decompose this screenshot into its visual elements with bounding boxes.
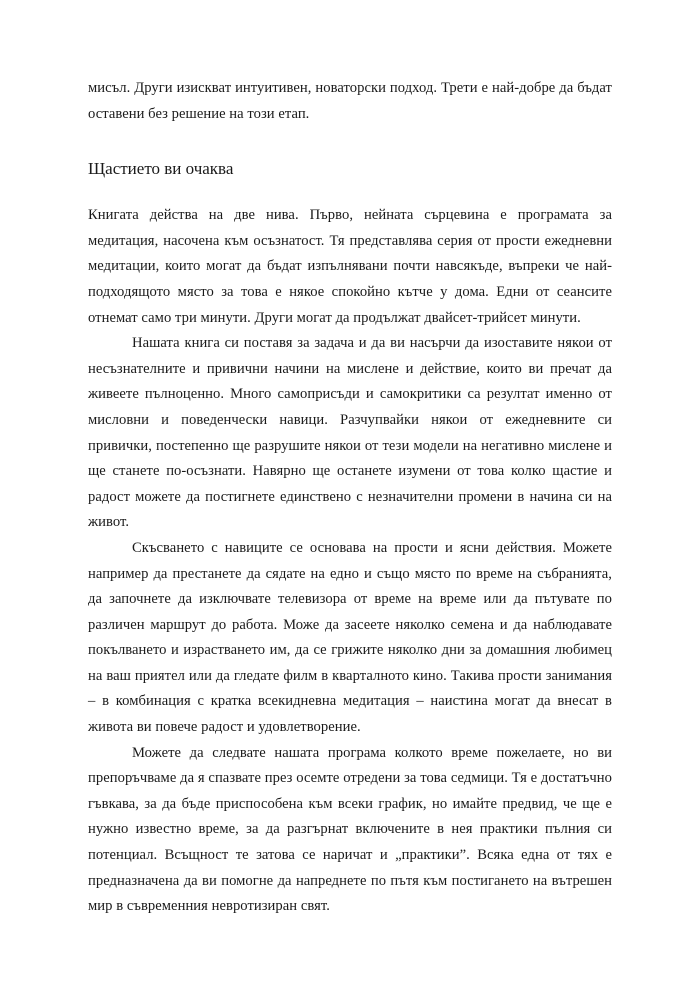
paragraph-intro: Книгата действа на две нива. Първо, нейната сърцевина е програмата за медитация, насочена към осъзнатост. Тя представлява серия от прости ежедневни медитации, които могат да бъдат изпълнявани почти навсякъде, въпреки че най-подходящото място за това е някое спокойно кътче у дома. Едни от сеансите отнемат само три минути. Други могат да продължат двайсет-трийсет минути. xyxy=(88,207,612,326)
document-page xyxy=(88,76,612,920)
paragraph-habits: Нашата книга си поставя за задача и да ви насърчи да изоставите някои от несъзнателните и привични начини на мислене и действие, които ви пречат да живеете пълноценно. Много самоприсъди и самокритики са резултат именно от мисловни и поведенчески навици. Разчупвайки някои от ежедневните си привички, постепенно ще разрушите някои от тези модели на негативно мислене и ще станете по-осъзнати. Навярно ще останете изумени от това колко щастие и радост можете да постигнете единствено с незначителни промени в начина си на живот. xyxy=(88,335,612,531)
paragraph-continued: мисъл. Други изискват интуитивен, новаторски подход. Трети е най-добре да бъдат оставени без решение на този етап. xyxy=(88,80,612,122)
section-heading: Щастието ви очаква xyxy=(88,159,234,179)
spacer xyxy=(88,181,612,203)
paragraph-program: Можете да следвате нашата програма колкото време пожелаете, но ви препоръчваме да я спазвате през осемте отредени за това седмици. Тя е достатъчно гъвкава, за да бъде приспособена към всеки график, но имайте предвид, че ще е нужно известно време, за да разгърнат включените в нея практики пълния си потенциал. Всъщност те затова се наричат и „практики”. Всяка една от тях е предназначена да ви помогне да напреднете по пътя към постигането на вътрешен мир в съвременния невротизиран свят. xyxy=(88,744,612,915)
spacer xyxy=(88,127,612,157)
paragraph-actions: Скъсването с навиците се основава на прости и ясни действия. Можете например да престанете да сядате на едно и също място по време на събранията, да започнете да изключвате телевизора от време на време или да пътувате по различен маршрут до работа. Може да засеете няколко семена и да наблюдавате покълването и израстването им, да се грижите няколко дни за домашния любимец на ваш приятел или да гледате филм в кварталното кино. Такива прости занимания – в комбинация с кратка всекидневна медитация – наистина могат да внесат в живота ви повече радост и удовлетворение. xyxy=(88,539,612,736)
